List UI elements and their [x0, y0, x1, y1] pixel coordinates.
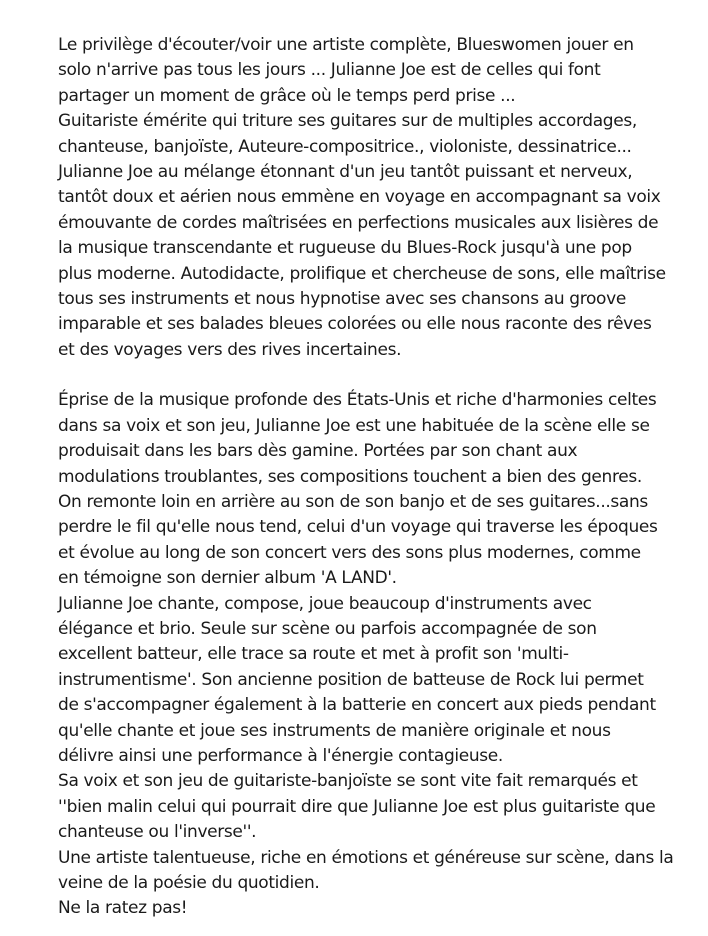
text-line: chanteuse, banjoïste, Auteure-compositrice., violoniste, dessinatrice... [58, 136, 632, 157]
text-line: ''bien malin celui qui pourrait dire que Julianne Joe est plus guitariste que [58, 796, 656, 817]
text-line: excellent batteur, elle trace sa route et met à profit son 'multi- [58, 644, 569, 665]
text-line: chanteuse ou l'inverse''. [58, 822, 257, 843]
text-line: délivre ainsi une performance à l'énergie contagieuse. [58, 745, 503, 766]
text-line: qu'elle chante et joue ses instruments de manière originale et nous [58, 720, 611, 741]
text-line: plus moderne. Autodidacte, prolifique et chercheuse de sons, elle maîtrise [58, 263, 666, 284]
text-line: Julianne Joe au mélange étonnant d'un jeu tantôt puissant et nerveux, [58, 161, 633, 182]
text-line: imparable et ses balades bleues colorées ou elle nous raconte des rêves [58, 314, 652, 335]
text-line: tous ses instruments et nous hypnotise avec ses chansons au groove [58, 288, 626, 309]
text-line: élégance et brio. Seule sur scène ou parfois accompagnée de son [58, 618, 597, 639]
text-line: et des voyages vers des rives incertaines. [58, 339, 402, 360]
text-line: Une artiste talentueuse, riche en émotions et généreuse sur scène, dans la [58, 847, 674, 868]
paragraph-spacer [58, 363, 683, 388]
text-line: et évolue au long de son concert vers des sons plus modernes, comme [58, 542, 641, 563]
text-line: veine de la poésie du quotidien. [58, 872, 320, 893]
paragraph-intro [58, 33, 683, 363]
text-line: Guitariste émérite qui triture ses guitares sur de multiples accordages, [58, 111, 637, 132]
text-line: dans sa voix et son jeu, Julianne Joe est une habituée de la scène elle se [58, 415, 650, 436]
paragraph-details [58, 388, 683, 921]
text-line: Le privilège d'écouter/voir une artiste complète, Blueswomen jouer en [58, 35, 634, 55]
text-line: Julianne Joe chante, compose, joue beaucoup d'instruments avec [58, 593, 592, 614]
text-line: solo n'arrive pas tous les jours ... Julianne Joe est de celles qui font [58, 60, 601, 81]
text-line: en témoigne son dernier album 'A LAND'. [58, 568, 397, 589]
text-line: Éprise de la musique profonde des États-Unis et riche d'harmonies celtes [58, 390, 657, 411]
text-line: tantôt doux et aérien nous emmène en voyage en accompagnant sa voix [58, 187, 661, 208]
text-line: On remonte loin en arrière au son de son banjo et de ses guitares...sans [58, 492, 648, 513]
text-line: instrumentisme'. Son ancienne position de batteuse de Rock lui permet [58, 669, 644, 690]
text-line: la musique transcendante et rugueuse du Blues-Rock jusqu'à une pop [58, 238, 632, 259]
text-line: produisait dans les bars dès gamine. Portées par son chant aux [58, 441, 578, 462]
text-line: perdre le fil qu'elle nous tend, celui d'un voyage qui traverse les époques [58, 517, 658, 538]
text-line: de s'accompagner également à la batterie en concert aux pieds pendant [58, 695, 656, 716]
text-line: émouvante de cordes maîtrisées en perfections musicales aux lisières de [58, 212, 659, 233]
text-line: modulations troublantes, ses compositions touchent a bien des genres. [58, 466, 642, 487]
article-body [58, 33, 683, 922]
text-line: Sa voix et son jeu de guitariste-banjoïste se sont vite fait remarqués et [58, 771, 638, 792]
text-line: partager un moment de grâce où le temps perd prise ... [58, 85, 516, 106]
text-line: Ne la ratez pas! [58, 898, 188, 919]
